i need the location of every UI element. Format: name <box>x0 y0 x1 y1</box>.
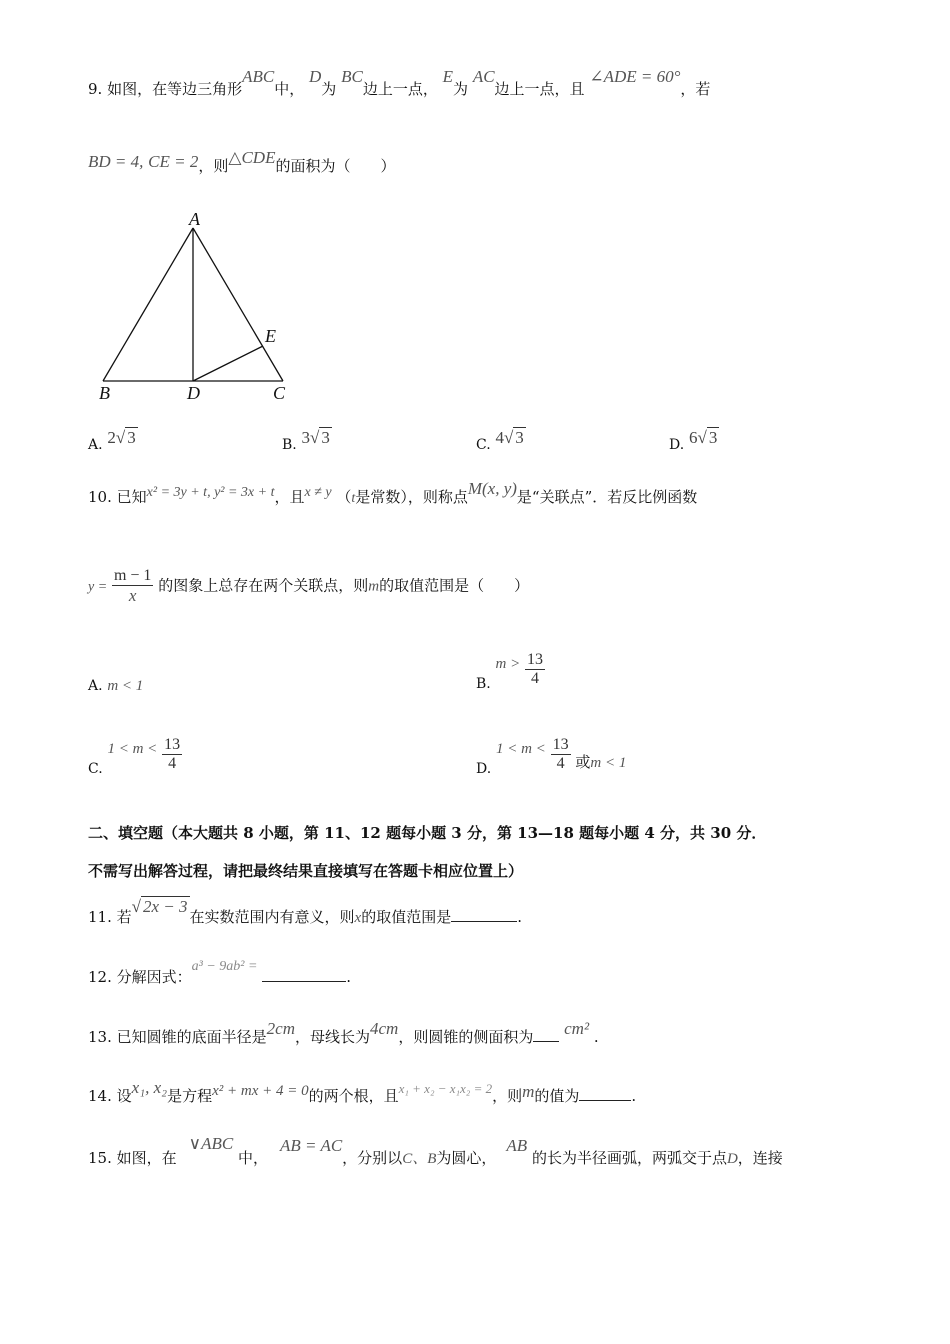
q15: 15. 如图，在∨ABC 中，AB = AC，分别以C、B为圆心，AB 的长为半径画弧，两弧交于点D，连接 <box>88 1134 783 1167</box>
label-D: D <box>187 383 200 403</box>
q9-option-a: A. 2√ 3 <box>88 428 136 453</box>
question-number: 12. <box>88 968 112 986</box>
answer-blank[interactable] <box>579 1086 631 1101</box>
triangle-figure <box>95 205 300 405</box>
section-instructions: 不需写出解答过程，请把最终结果直接填写在答题卡相应位置上） <box>88 862 524 880</box>
question-number: 10. <box>88 488 112 506</box>
label-A: A <box>189 209 200 229</box>
q10-option-c: C. 1 < m < $\frac{13}{4}$ <box>88 736 181 777</box>
q10-option-d: D. 1 < m < $\frac{13}{4}$ 或m < 1 <box>476 736 627 777</box>
question-number: 11. <box>88 908 112 926</box>
q10-line1: 10. 已知x² = 3y + t, y² = 3x + t，且x ≠ y （t是常数），则称点M(x, y)是“关联点”．若反比例函数 <box>88 479 698 506</box>
q10-line2: y = $\frac{m - 1}{x}$ 的图象上总存在两个关联点，则m的取值范围是（ ） <box>88 567 530 605</box>
q10-option-a: A. m < 1 <box>88 678 144 694</box>
fraction: $\frac{13}{4}$ <box>552 736 569 772</box>
question-number: 14. <box>88 1087 112 1105</box>
fraction: $\frac{13}{4}$ <box>527 651 544 687</box>
q9-option-d: D. 6√ 3 <box>669 428 718 453</box>
q12: 12. 分解因式：a³ − 9ab² = . <box>88 959 352 986</box>
q9-option-c: C. 4√ 3 <box>476 428 524 453</box>
q9-option-b: B. 3√ 3 <box>282 428 330 453</box>
answer-blank[interactable] <box>533 1027 559 1042</box>
q14: 14. 设x₁, x₂是方程x² + mx + 4 = 0的两个根，且x₁ + x₂ − x₁x₂ = 2，则m的值为 . <box>88 1078 637 1105</box>
q11: 11. 若√ 2x − 3在实数范围内有意义，则x的取值范围是 . <box>88 897 523 926</box>
label-C: C <box>273 383 286 403</box>
q9-line2: BD = 4, CE = 2，则△CDE的面积为（ ） <box>88 148 396 175</box>
answer-blank[interactable] <box>262 967 346 982</box>
answer-blank[interactable] <box>451 907 517 922</box>
section-heading: 二、填空题（本大题共 8 小题，第 11、12 题每小题 3 分，第 13—18 题每小题 4 分，共 30 分． <box>88 824 767 842</box>
question-number: 13. <box>88 1028 112 1046</box>
question-number: 9. <box>88 80 103 98</box>
label-E: E <box>265 326 276 346</box>
q10-option-b: B. m > $\frac{13}{4}$ <box>476 651 544 692</box>
q9-line1: 9. 如图，在等边三角形ABC中， D为 BC边上一点， E为 AC边上一点，且 ∠ADE = 60°，若 <box>88 67 711 98</box>
fraction: $\frac{13}{4}$ <box>164 736 181 772</box>
label-B: B <box>99 383 110 403</box>
question-number: 15. <box>88 1149 112 1167</box>
fraction: $\frac{m - 1}{x}$ <box>113 567 152 605</box>
q13: 13. 已知圆锥的底面半径是2cm，母线长为4cm，则圆锥的侧面积为 cm² . <box>88 1019 599 1046</box>
